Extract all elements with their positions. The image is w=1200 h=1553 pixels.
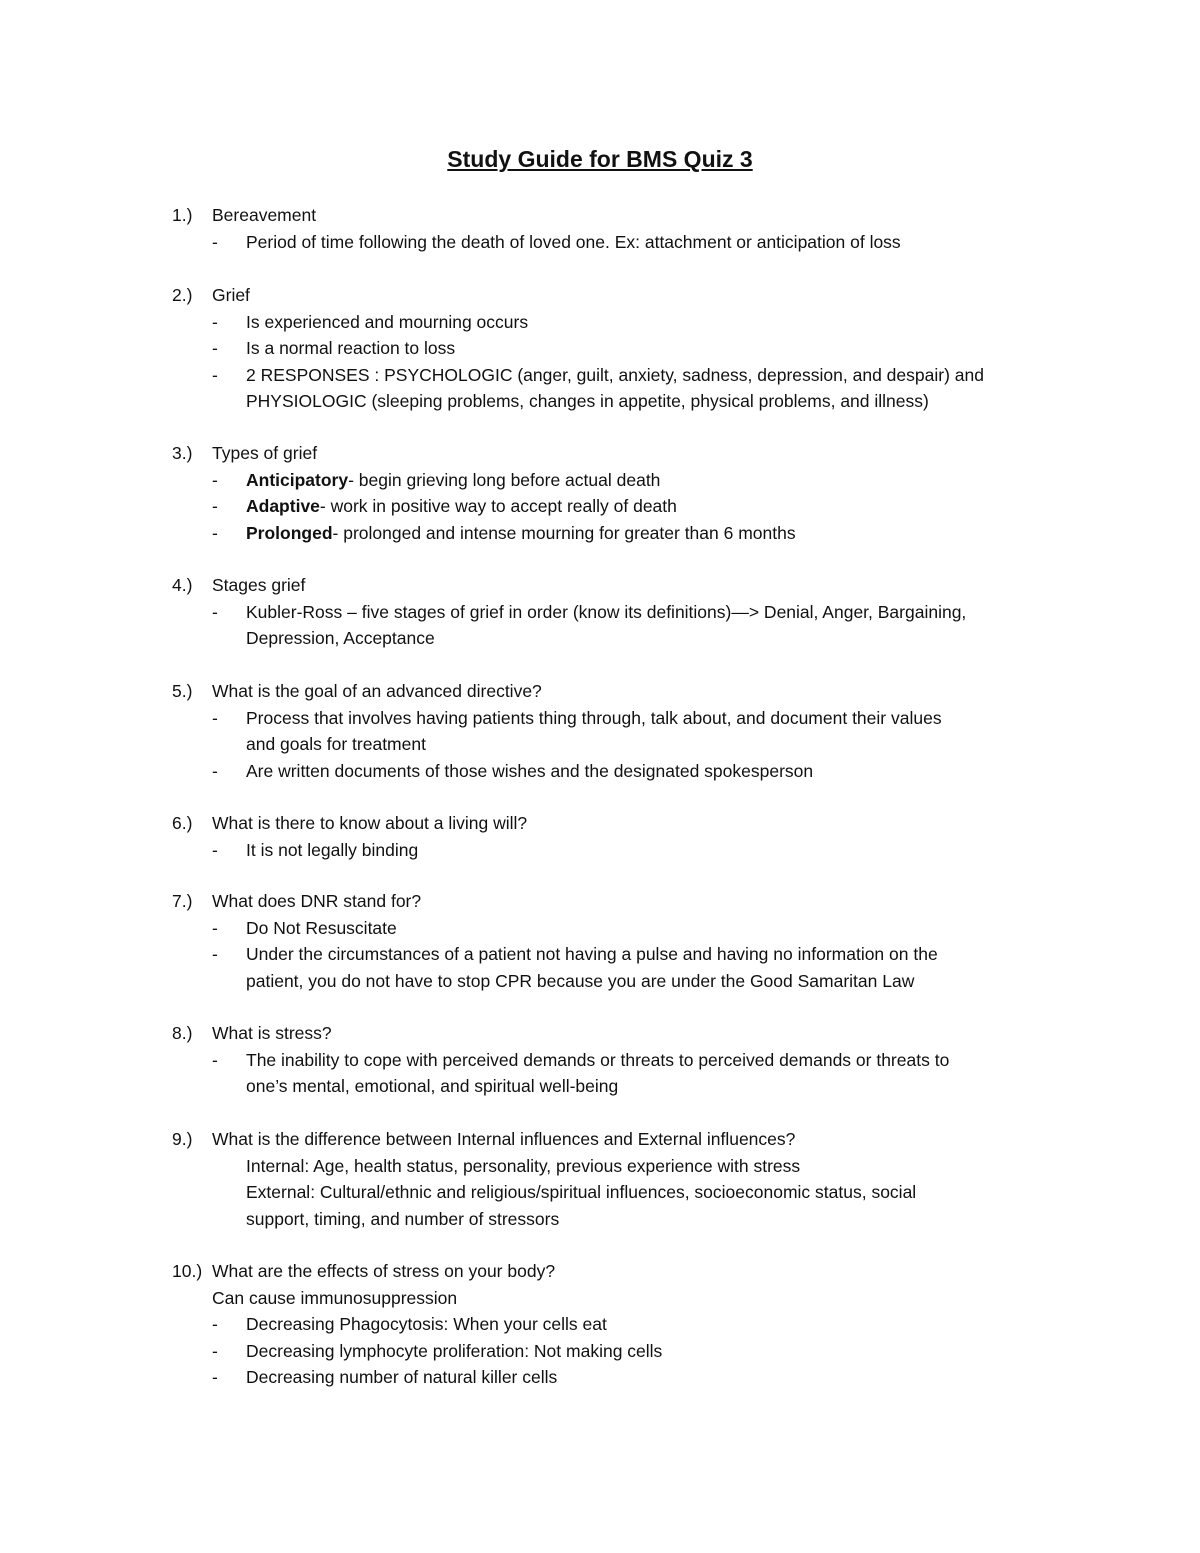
bullet-item: - Do Not Resuscitate [212,917,397,938]
question-number: 4.) [172,575,193,595]
question-number: 7.) [172,891,193,911]
question-9 [172,1126,1072,1232]
question-number: 3.) [172,443,193,463]
question-text: What is the difference between Internal influences and External influences? [212,1129,796,1149]
bullet-item: - Decreasing number of natural killer cells [212,1367,558,1387]
bullet-item: - Under the circumstances of a patient not having a pulse and having no information on the [212,944,938,964]
term: Adaptive [246,496,320,516]
question-text: Types of grief [212,443,318,463]
bullet-item: - The inability to cope with perceived demands or threats to perceived demands or threats to [212,1049,950,1070]
term: Prolonged [246,522,333,543]
term: Anticipatory [246,469,349,490]
question-number: 2.) [172,285,193,305]
bullet-continuation: one’s mental, emotional, and spiritual well-being [246,1076,619,1096]
bullet-item: - It is not legally binding [212,839,419,860]
question-text: What are the effects of stress on your body? [212,1261,556,1281]
question-text: What is stress? [212,1023,332,1043]
bullet-item: - Prolonged- prolonged and intense mourning for greater than 6 months [212,522,796,543]
question-6 [172,810,1072,863]
question-text: Stages grief [212,575,306,595]
bullet-item: - Anticipatory- begin grieving long before actual death [212,469,661,490]
question-text: What is there to know about a living will? [212,813,528,833]
bullet-item: - Decreasing Phagocytosis: When your cells eat [212,1314,607,1334]
question-number: 6.) [172,813,193,833]
bullet-item: - Is experienced and mourning occurs [212,311,529,332]
question-1 [172,202,1072,255]
question-5 [172,678,1072,784]
question-3 [172,440,1072,546]
question-2 [172,282,1072,415]
bullet-item: - Is a normal reaction to loss [212,338,456,358]
question-10 [172,1258,1072,1391]
question-text: Bereavement [212,205,317,225]
question-8 [172,1020,1072,1100]
bullet-item: - 2 RESPONSES : PSYCHOLOGIC (anger, guilt, anxiety, sadness, depression, and despair) and [212,364,984,385]
question-number: 5.) [172,681,193,701]
bullet-continuation: patient, you do not have to stop CPR because you are under the Good Samaritan Law [246,970,915,991]
bullet-item: - Adaptive- work in positive way to accept really of death [212,496,677,516]
bullet-continuation: and goals for treatment [246,734,426,754]
answer-intro: Can cause immunosuppression [212,1287,458,1308]
question-text: What does DNR stand for? [212,891,422,911]
question-text: Grief [212,285,250,305]
bullet-item: - Decreasing lymphocyte proliferation: Not making cells [212,1340,663,1361]
question-7 [172,888,1072,994]
bullet-item: - Process that involves having patients thing through, talk about, and document their values [212,707,942,728]
bullet-continuation: Depression, Acceptance [246,628,435,648]
answer-line: support, timing, and number of stressors [246,1208,560,1229]
answer-line: Internal: Age, health status, personality, previous experience with stress [246,1155,801,1176]
bullet-item: - Are written documents of those wishes and the designated spokesperson [212,760,814,781]
bullet-item: - Kubler-Ross – five stages of grief in order (know its definitions)—> Denial, Anger, Bargaining, [212,601,967,622]
answer-line: External: Cultural/ethnic and religious/spiritual influences, socioeconomic status, social [246,1182,917,1202]
question-number: 10.) [172,1261,203,1281]
question-number: 9.) [172,1129,193,1149]
page-title: Study Guide for BMS Quiz 3 [447,146,753,172]
question-text: What is the goal of an advanced directive? [212,681,542,701]
question-4 [172,572,1072,652]
question-number: 1.) [172,205,193,225]
question-number: 8.) [172,1023,193,1043]
bullet-continuation: PHYSIOLOGIC (sleeping problems, changes in appetite, physical problems, and illness) [246,391,929,411]
bullet-item: - Period of time following the death of loved one. Ex: attachment or anticipation of loss [212,231,901,252]
